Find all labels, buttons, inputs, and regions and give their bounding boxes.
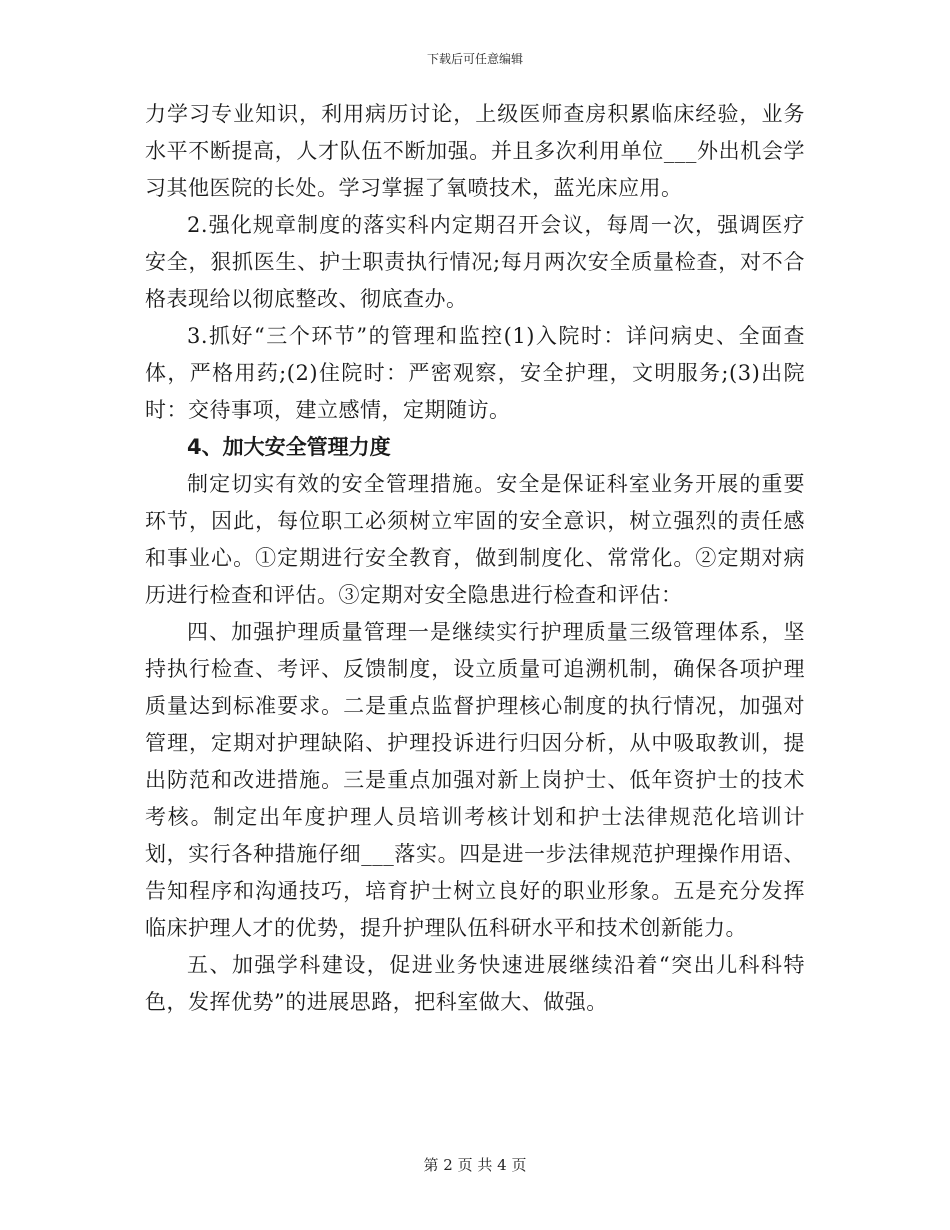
paragraph-nursing-quality: 四、加强护理质量管理一是继续实行护理质量三级管理体系，坚持执行检查、考评、反馈制度，设立质量可追溯机制，确保各项护理质量达到标准要求。二是重点监督护理核心制度的执行情况，加强对管理，定期对护理缺陷、护理投诉进行归因分析，从中吸取教训，提出防范和改进措施。三是重点加强对新上岗护士、低年资护士的技术考核。制定出年度护理人员培训考核计划和护士法律规范化培训计划，实行各种措施仔细___落实。四是进一步法律规范护理操作用语、告知程序和沟通技巧，培育护士树立良好的职业形象。五是充分发挥临床护理人才的优势，提升护理队伍科研水平和技术创新能力。 — [145, 620, 805, 940]
paragraph-item-2: 2.强化规章制度的落实科内定期召开会议，每周一次，强调医疗安全，狠抓医生、护士职责执行情况;每月两次安全质量检查，对不合格表现给以彻底整改、彻底查办。 — [145, 213, 805, 311]
page-header: 下载后可任意编辑 — [426, 52, 523, 66]
paragraph-safety-measures: 制定切实有效的安全管理措施。安全是保证科室业务开展的重要环节，因此，每位职工必须树立牢固的安全意识，树立强烈的责任感和事业心。①定期进行安全教育，做到制度化、常常化。②定期对病历进行检查和评估。③定期对安全隐患进行检查和评估： — [145, 472, 805, 607]
section-heading-4: 4、加大安全管理力度 — [187, 435, 391, 459]
paragraph-discipline-building: 五、加强学科建设，促进业务快速进展继续沿着“突出儿科科特色，发挥优势”的进展思路，把科室做大、做强。 — [145, 953, 805, 1014]
document-body — [145, 96, 805, 1021]
paragraph-item-3: 3.抓好“三个环节”的管理和监控(1)入院时：详问病史、全面查体，严格用药;(2)住院时：严密观察，安全护理，文明服务;(3)出院时：交待事项，建立感情，定期随访。 — [145, 324, 805, 422]
paragraph-continuation: 力学习专业知识，利用病历讨论，上级医师查房积累临床经验，业务水平不断提高，人才队伍不断加强。并且多次利用单位___外出机会学习其他医院的长处。学习掌握了氧喷技术，蓝光床应用。 — [145, 102, 805, 200]
page-footer: 第 2 页 共 4 页 — [423, 1156, 527, 1174]
